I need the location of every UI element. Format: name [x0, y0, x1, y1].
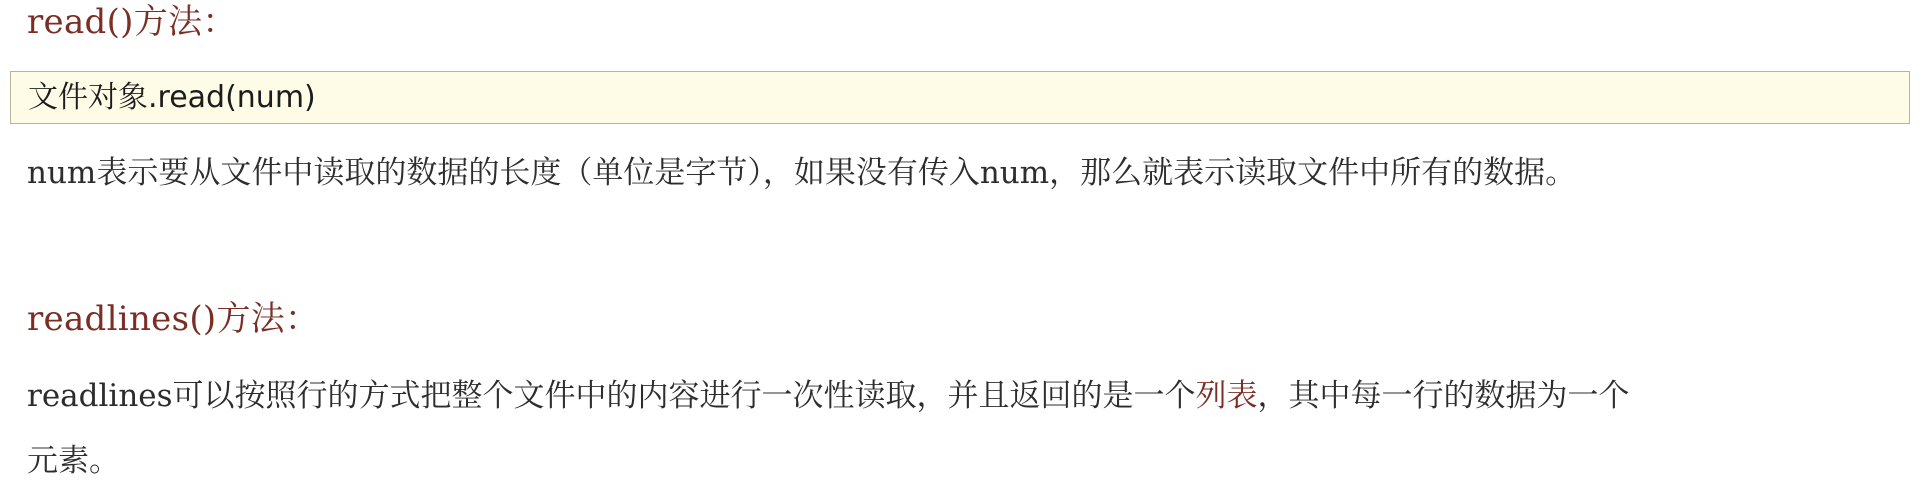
readlines-method-heading: readlines()方法：	[27, 299, 320, 339]
readlines-description-part1: readlines可以按照行的方式把整个文件中的内容进行一次性读取，并且返回的是一个	[27, 378, 1196, 414]
read-method-heading: read()方法：	[27, 2, 237, 42]
readlines-description-part2: ，其中每一行的数据为一个	[1257, 378, 1630, 414]
read-description: num表示要从文件中读取的数据的长度（单位是字节），如果没有传入num，那么就表示读取文件中所有的数据。	[27, 155, 1577, 191]
readlines-description-line2: 元素。	[27, 443, 120, 479]
list-keyword: 列表	[1195, 378, 1258, 414]
read-code-block	[10, 71, 1910, 124]
read-code-text: 文件对象.read(num)	[28, 80, 316, 115]
readlines-description-line1	[27, 376, 1630, 416]
